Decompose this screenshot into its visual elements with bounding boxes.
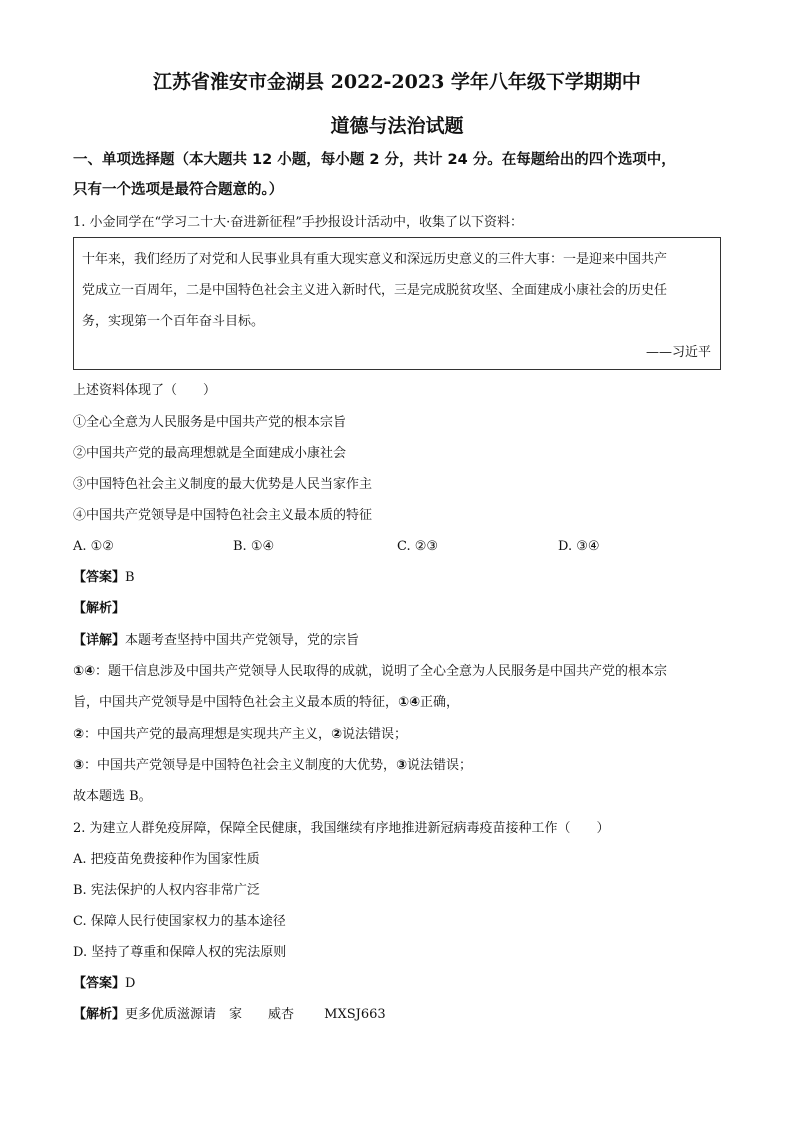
detail-text: 本题考查坚持中国共产党领导，党的宗旨 [125,633,360,648]
quote-line-2: 党成立一百周年，二是中国特色社会主义进入新时代，三是完成脱贫攻坚、全面建成小康社会的历史任 [82,283,668,298]
option-b: B. ①④ [233,539,275,554]
explanation-1-line-2: 旨，中国共产党领导是中国特色社会主义最本质的特征，①④正确， [73,695,460,710]
conclusion: 故本题选 B。 [73,789,152,804]
section-heading-line2: 只有一个选项是最符合题意的。） [73,182,284,198]
q2-option-d: D. 坚持了尊重和保障人权的宪法原则 [73,945,287,960]
statement-2: ②中国共产党的最高理想就是全面建成小康社会 [73,446,347,461]
section-heading-line1: 一、单项选择题（本大题共 12 小题，每小题 2 分，共计 24 分。在每题给出的四个选项中， [73,152,676,168]
answer-value: B [125,570,135,585]
option-a: A. ①② [73,539,114,554]
quote-line-3: 务，实现第一个百年奋斗目标。 [82,314,265,329]
question-1-stem: 1. 小金同学在“学习二十大·奋进新征程”手抄报设计活动中，收集了以下资料： [73,215,523,230]
question-2-stem: 2. 为建立人群免疫屏障，保障全民健康，我国继续有序地推进新冠病毒疫苗接种工作（ ） [73,821,610,836]
explanation-1-line-1: ①④：题干信息涉及中国共产党领导人民取得的成就，说明了全心全意为人民服务是中国共产党的根本宗 [73,664,668,679]
answer-label: 【答案】 [73,570,126,585]
q2-option-b: B. 宪法保护的人权内容非常广泛 [73,883,260,898]
statement-1: ①全心全意为人民服务是中国共产党的根本宗旨 [73,415,347,430]
statement-3: ③中国特色社会主义制度的最大优势是人民当家作主 [73,477,373,492]
option-d: D. ③④ [558,539,600,554]
q2-answer-line: 【答案】D [73,976,136,991]
analysis-label: 【解析】 [73,601,126,616]
detail-label: 【详解】 [73,633,126,648]
q2-option-c: C. 保障人民行使国家权力的基本途径 [73,914,286,929]
page-subtitle: 道德与法治试题 [330,115,464,137]
explanation-3: ③：中国共产党领导是中国特色社会主义制度的大优势，③说法错误； [73,758,473,773]
quote-author: ——习近平 [646,345,712,360]
watermark-text: 更多优质滋源请 家 威杏 MXSJ663 [125,1007,386,1022]
page-title: 江苏省淮安市金湖县 2022-2023 学年八年级下学期期中 [153,71,641,93]
explanation-2: ②：中国共产党的最高理想是实现共产主义，②说法错误； [73,727,408,742]
option-c: C. ②③ [397,539,439,554]
answer-line [73,571,135,584]
q2-option-a: A. 把疫苗免费接种作为国家性质 [73,852,260,867]
quote-line-1: 十年来，我们经历了对党和人民事业具有重大现实意义和深远历史意义的三件大事：一是迎来中国共产 [82,252,668,267]
statement-4: ④中国共产党领导是中国特色社会主义最本质的特征 [73,508,373,523]
detail-line [73,634,359,647]
question-1-prompt: 上述资料体现了（ ） [73,383,217,398]
q2-analysis-line: 【解析】更多优质滋源请 家 威杏 MXSJ663 [73,1007,386,1022]
